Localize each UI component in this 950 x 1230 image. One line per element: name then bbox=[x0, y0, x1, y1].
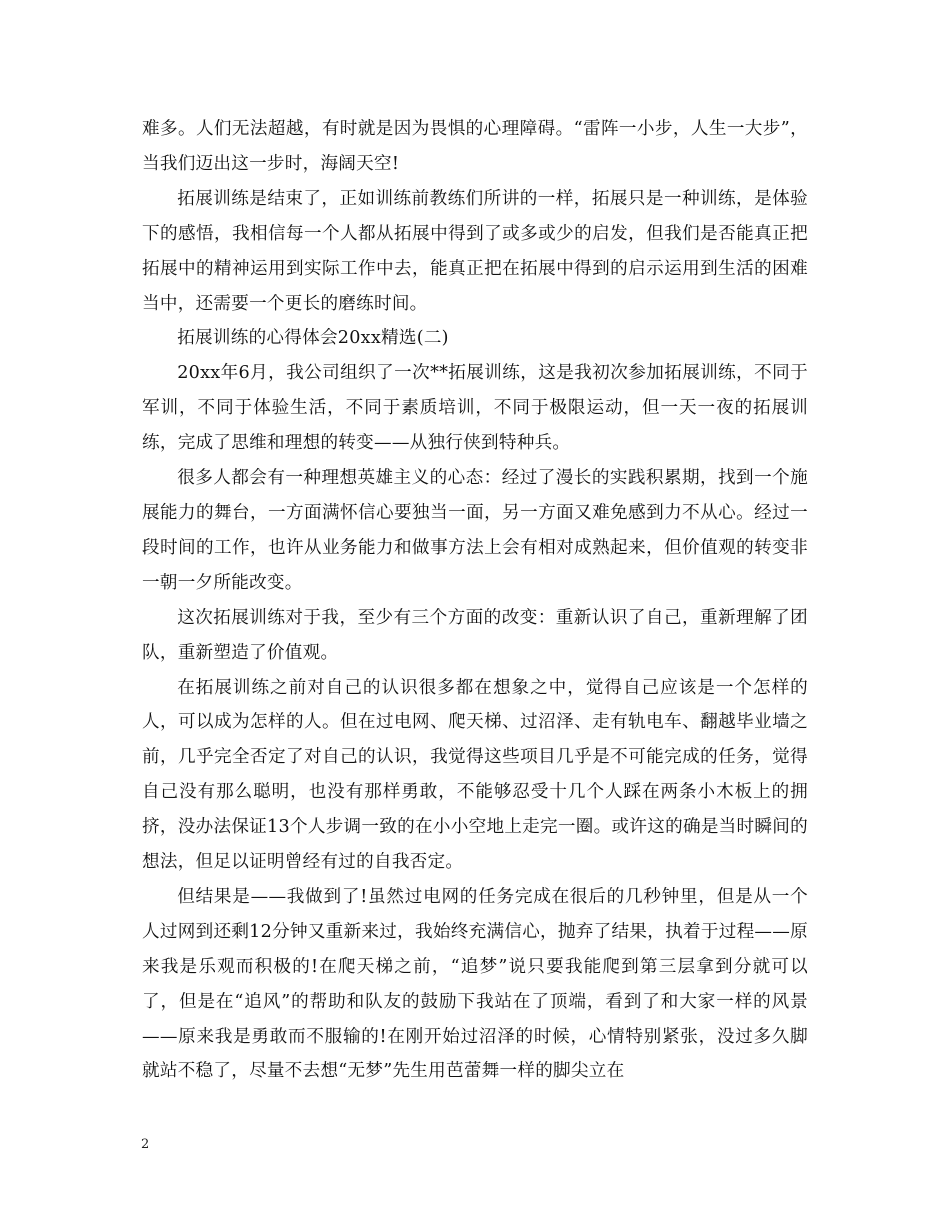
document-body bbox=[142, 112, 808, 1089]
paragraph-5: 这次拓展训练对于我，至少有三个方面的改变：重新认识了自己，重新理解了团队，重新塑造了价值观。 bbox=[142, 607, 808, 663]
paragraph-7: 但结果是——我做到了!虽然过电网的任务完成在很后的几秒钟里，但是从一个人过网到还剩12分钟又重新来过，我始终充满信心，抛弃了结果，执着于过程——原来我是乐观而积极的!在爬天梯之前，“追梦”说只要我能爬到第三层拿到分就可以了，但是在“追风”的帮助和队友的鼓励下我站在了顶端，看到了和大家一样的风景——原来我是勇敢而不服输的!在刚开始过沼泽的时候，心情特别紧张，没过多久脚就站不稳了，尽量不去想“无梦”先生用芭蕾舞一样的脚尖立在 bbox=[142, 886, 808, 1082]
paragraph-1: 难多。人们无法超越，有时就是因为畏惧的心理障碍。“雷阵一小步，人生一大步”，当我们迈出这一步时，海阔天空! bbox=[142, 119, 808, 174]
section-heading: 拓展训练的心得体会20xx精选(二) bbox=[177, 328, 449, 349]
paragraph-2: 拓展训练是结束了，正如训练前教练们所讲的一样，拓展只是一种训练，是体验下的感悟，我相信每一个人都从拓展中得到了或多或少的启发，但我们是否能真正把拓展中的精神运用到实际工作中去，能真正把在拓展中得到的启示运用到生活的困难当中，还需要一个更长的磨练时间。 bbox=[142, 188, 808, 314]
paragraph-6: 在拓展训练之前对自己的认识很多都在想象之中，觉得自己应该是一个怎样的人，可以成为怎样的人。但在过电网、爬天梯、过沼泽、走有轨电车、翻越毕业墙之前，几乎完全否定了对自己的认识，我觉得这些项目几乎是不可能完成的任务，觉得自己没有那么聪明，也没有那样勇敢，不能够忍受十几个人踩在两条小木板上的拥挤，没办法保证13个人步调一致的在小小空地上走完一圈。或许这的确是当时瞬间的想法，但足以证明曾经有过的自我否定。 bbox=[142, 677, 808, 873]
paragraph-3: 20xx年6月，我公司组织了一次**拓展训练，这是我初次参加拓展训练，不同于军训，不同于体验生活，不同于素质培训，不同于极限运动，但一天一夜的拓展训练，完成了思维和理想的转变——从独行侠到特种兵。 bbox=[142, 363, 808, 454]
page-number: 2 bbox=[141, 1137, 150, 1152]
paragraph-4: 很多人都会有一种理想英雄主义的心态：经过了漫长的实践积累期，找到一个施展能力的舞台，一方面满怀信心要独当一面，另一方面又难免感到力不从心。经过一段时间的工作，也许从业务能力和做事方法上会有相对成熟起来，但价值观的转变非一朝一夕所能改变。 bbox=[142, 468, 808, 593]
